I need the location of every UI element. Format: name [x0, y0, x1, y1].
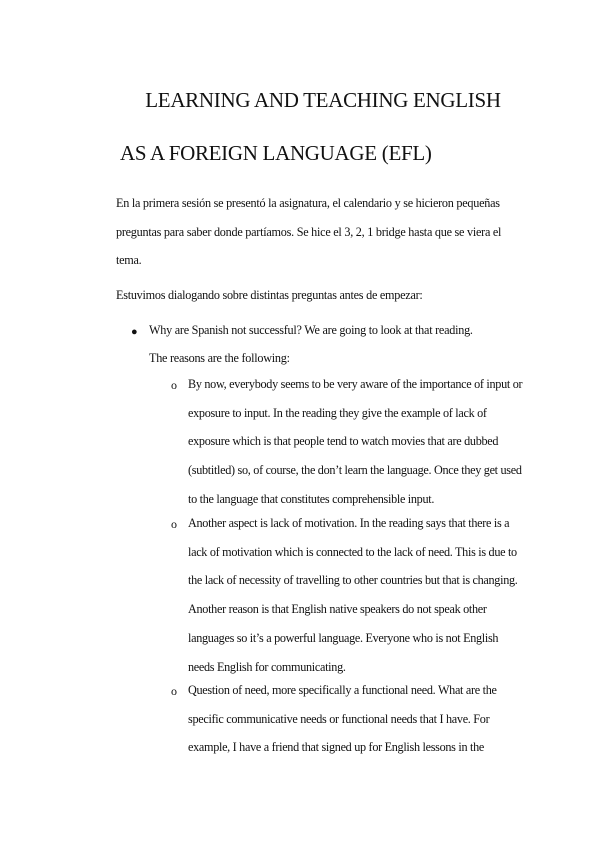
intro-paragraph: En la primera sesión se presentó la asignatura, el calendario y se hicieron pequeñas preguntas para saber donde partíamos. Se hice el 3, 2, 1 bridge hasta que se viera el tema. [116, 196, 502, 268]
sub-item-text: Another aspect is lack of motivation. In the reading says that there is a lack of motivation which is connected to the lack of need. This is due to the lack of necessity of travelling to other countries but that is changing. Another reason is that English native speakers do not speak other languages so it’s a powerful language. Everyone who is not English needs English for communicating. [188, 516, 518, 674]
sub-item-marker: o [171, 684, 177, 698]
bullet-line-1: Why are Spanish not successful? We are going to look at that reading. [149, 323, 473, 337]
sub-item-marker: o [171, 378, 177, 392]
sub-item-marker: o [171, 517, 177, 531]
sub-item-text: Question of need, more specifically a functional need. What are the specific communicative needs or functional needs that I have. For example, I have a friend that signed up for English lessons in the [188, 683, 497, 755]
bullet-marker: ● [131, 326, 138, 338]
bullet-line-2: The reasons are the following: [149, 351, 290, 365]
document-title-line-2: AS A FOREIGN LANGUAGE (EFL) [120, 141, 432, 165]
sub-item-text: By now, everybody seems to be very aware of the importance of input or exposure to input. In the reading they give the example of lack of exposure which is that people tend to watch movies that are dubbed (subtitled) so, of course, the don’t learn the language. Once they get used to the language that constitutes comprehensible input. [188, 377, 523, 506]
document-title-line-1: LEARNING AND TEACHING ENGLISH [145, 88, 501, 112]
second-paragraph: Estuvimos dialogando sobre distintas preguntas antes de empezar: [116, 288, 423, 302]
